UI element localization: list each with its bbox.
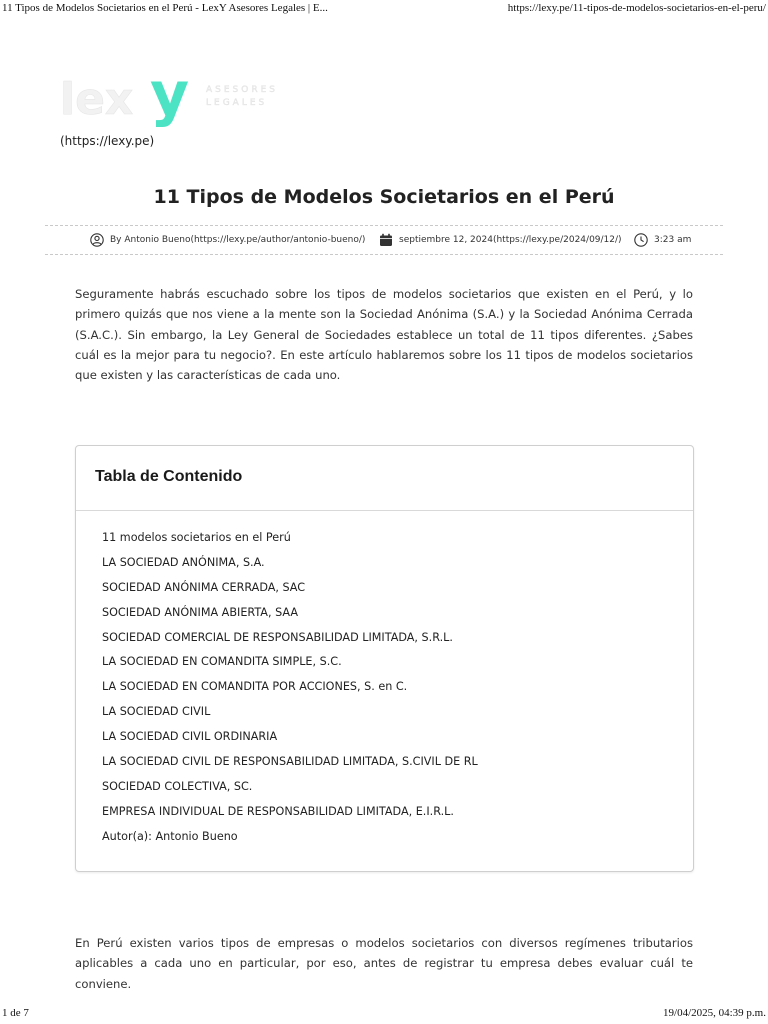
toc-item[interactable] [102, 628, 478, 653]
intro-paragraph: Seguramente habrás escuchado sobre los tipos de modelos societarios que existen en el Perú, y lo primero quizás que nos viene a la mente son la Sociedad Anónima (S.A.) y la Sociedad Anónima Cerrada (S.A.C.). Sin embargo, la Ley General de Sociedades establece un total de 11 tipos diferentes. ¿Sabes cuál es la mejor para tu negocio?. En este artículo hablaremos sobre los 11 tipos de modelos societarios que existen y las características de cada uno. [75, 287, 693, 383]
toc-item[interactable] [102, 528, 478, 553]
toc-item-link[interactable]: LA SOCIEDAD CIVIL ORDINARIA [102, 730, 278, 744]
toc-item[interactable] [102, 578, 478, 603]
lexy-logo-mark [60, 70, 300, 136]
toc-item[interactable] [102, 603, 478, 628]
toc-item-link[interactable]: SOCIEDAD ANÓNIMA CERRADA, SAC [102, 580, 306, 594]
toc-item-link[interactable]: LA SOCIEDAD CIVIL [102, 705, 211, 719]
post-meta-date[interactable] [379, 232, 622, 248]
table-of-contents [75, 445, 694, 872]
post-title: 11 Tipos de Modelos Societarios en el Perú [153, 186, 615, 208]
toc-item[interactable] [102, 702, 478, 727]
post-meta-time [634, 232, 691, 248]
toc-item-link[interactable]: EMPRESA INDIVIDUAL DE RESPONSABILIDAD LIMITADA, E.I.R.L. [102, 804, 454, 818]
toc-item-link[interactable]: 11 modelos societarios en el Perú [102, 531, 291, 544]
toc-item-link[interactable]: LA SOCIEDAD EN COMANDITA POR ACCIONES, S. en C. [102, 680, 408, 694]
toc-title: Tabla de Contenido [95, 468, 243, 485]
toc-item-link[interactable]: SOCIEDAD COMERCIAL DE RESPONSABILIDAD LIMITADA, S.R.L. [102, 630, 453, 644]
toc-item-link[interactable]: SOCIEDAD ANÓNIMA ABIERTA, SAA [102, 605, 298, 619]
toc-item[interactable] [102, 752, 478, 777]
lexy-logo[interactable] [60, 70, 300, 136]
toc-item-link[interactable]: Autor(a): Antonio Bueno [102, 829, 238, 843]
logo-link[interactable] [60, 134, 154, 148]
toc-item[interactable] [102, 827, 478, 852]
user-icon [90, 233, 104, 247]
toc-header [76, 446, 693, 511]
toc-item-link[interactable]: LA SOCIEDAD CIVIL DE RESPONSABILIDAD LIMITADA, S.CIVIL DE RL [102, 755, 478, 769]
post-meta-author[interactable] [90, 232, 365, 248]
toc-item[interactable] [102, 652, 478, 677]
print-footer-page: 1 de 7 [2, 1007, 29, 1019]
toc-item-link[interactable]: LA SOCIEDAD EN COMANDITA SIMPLE, S.C. [102, 655, 342, 669]
print-footer-datetime: 19/04/2025, 04:39 p.m. [663, 1007, 766, 1019]
toc-item[interactable] [102, 677, 478, 702]
toc-item-link[interactable]: SOCIEDAD COLECTIVA, SC. [102, 779, 253, 793]
post-meta-date-text[interactable]: septiembre 12, 2024(https://lexy.pe/2024/09/12/) [399, 235, 622, 245]
logo-tagline-line2: LEGALES [206, 98, 268, 108]
toc-item[interactable] [102, 802, 478, 827]
toc-item[interactable] [102, 553, 478, 578]
body-paragraph: En Perú existen varios tipos de empresas o modelos societarios con diversos regímenes tributarios aplicables a cada uno en particular, por eso, antes de registrar tu empresa debes evaluar cuál te conviene. [75, 936, 693, 991]
print-header [0, 0, 768, 20]
logo-wordmark-lex: lex [60, 74, 134, 125]
toc-item[interactable] [102, 727, 478, 752]
print-footer [0, 1002, 768, 1024]
post-meta-bar [45, 225, 723, 255]
post-meta-author-text[interactable]: By Antonio Bueno(https://lexy.pe/author/antonio-bueno/) [110, 235, 366, 245]
logo-link-text[interactable]: (https://lexy.pe) [60, 134, 155, 148]
print-header-title: 11 Tipos de Modelos Societarios en el Perú - LexY Asesores Legales | E... [2, 2, 328, 14]
post-meta-time-text: 3:23 am [654, 235, 692, 245]
logo-tagline-line1: ASESORES [206, 85, 279, 95]
clock-icon [634, 233, 648, 247]
print-header-url: https://lexy.pe/11-tipos-de-modelos-societarios-en-el-peru/ [507, 2, 766, 14]
toc-list [102, 528, 478, 852]
calendar-icon [379, 233, 393, 247]
toc-item[interactable] [102, 777, 478, 802]
toc-item-link[interactable]: LA SOCIEDAD ANÓNIMA, S.A. [102, 555, 265, 569]
logo-wordmark-y: y [150, 70, 190, 129]
